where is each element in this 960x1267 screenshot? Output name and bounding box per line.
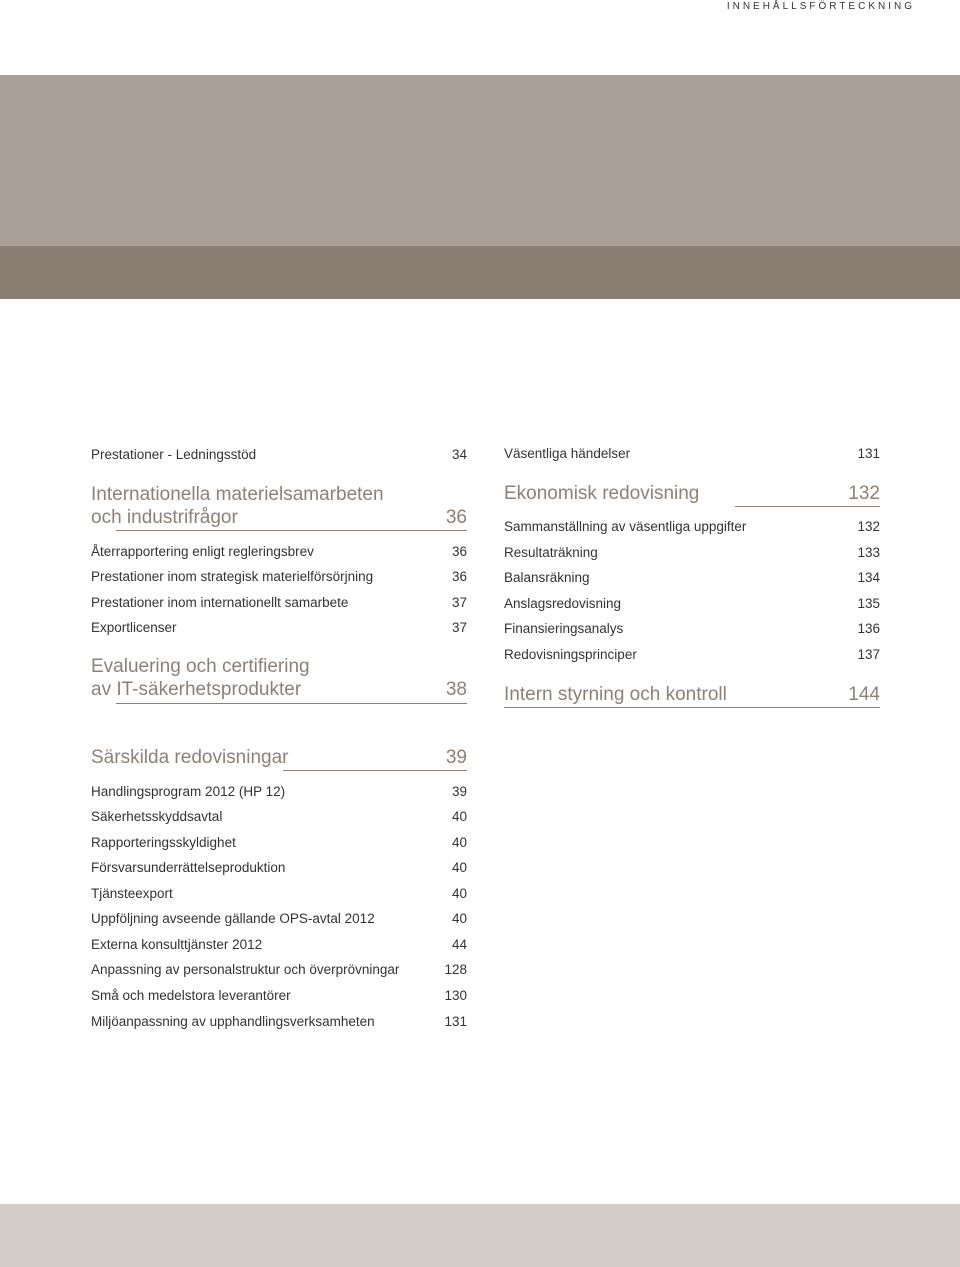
toc-entry[interactable] <box>504 596 880 612</box>
header-label: INNEHÅLLSFÖRTECKNING <box>726 1 915 12</box>
toc-entry[interactable] <box>91 784 467 800</box>
toc-entry-page: 130 <box>444 988 467 1003</box>
toc-entry-label: Återrapportering enligt regleringsbrev <box>91 544 314 559</box>
toc-entry-page: 37 <box>451 595 467 610</box>
toc-section-heading[interactable] <box>91 746 467 769</box>
toc-entry[interactable] <box>504 647 880 663</box>
decorative-band-bottom <box>0 1204 960 1267</box>
toc-entry-page: 34 <box>451 447 467 462</box>
toc-entry-page: 39 <box>451 784 467 799</box>
toc-entry[interactable] <box>91 988 467 1004</box>
toc-entry-label: Redovisningsprinciper <box>504 647 637 662</box>
toc-entry-page: 131 <box>857 446 880 461</box>
toc-entry-label: Handlingsprogram 2012 (HP 12) <box>91 784 286 799</box>
toc-section-heading[interactable] <box>504 683 880 706</box>
toc-entry-label: Anslagsredovisning <box>504 596 622 611</box>
section-divider <box>283 770 467 771</box>
toc-entry-page: 40 <box>451 809 467 824</box>
toc-section-title-line2: av IT-säkerhetsprodukter <box>91 679 302 700</box>
toc-entry-page: 40 <box>451 835 467 850</box>
toc-entry[interactable] <box>91 886 467 902</box>
section-divider <box>735 506 880 507</box>
toc-section-title: Ekonomisk redovisning <box>504 483 700 504</box>
toc-entry[interactable] <box>91 835 467 851</box>
toc-entry-label: Uppföljning avseende gällande OPS-avtal 2012 <box>91 911 375 926</box>
toc-entry[interactable] <box>91 962 467 978</box>
toc-entry-label: Prestationer - Ledningsstöd <box>91 447 257 462</box>
toc-section-heading[interactable] <box>91 655 467 701</box>
toc-entry-page: 131 <box>444 1014 467 1029</box>
toc-entry[interactable] <box>504 545 880 561</box>
toc-entry-label: Balansräkning <box>504 570 590 585</box>
toc-section-heading[interactable] <box>91 483 467 529</box>
toc-entry[interactable] <box>91 569 467 585</box>
toc-entry-page: 132 <box>857 519 880 534</box>
decorative-band-top <box>0 75 960 246</box>
toc-entry-label: Exportlicenser <box>91 620 177 635</box>
toc-entry-page: 36 <box>451 569 467 584</box>
toc-section-title-line2: och industrifrågor <box>91 507 238 528</box>
section-divider <box>116 530 467 531</box>
section-divider <box>504 707 880 708</box>
toc-entry[interactable] <box>91 809 467 825</box>
toc-entry[interactable] <box>91 937 467 953</box>
toc-entry-label: Miljöanpassning av upphandlingsverksamheten <box>91 1014 375 1029</box>
toc-entry[interactable] <box>504 519 880 535</box>
toc-entry-page: 134 <box>857 570 880 585</box>
toc-entry-label: Små och medelstora leverantörer <box>91 988 291 1003</box>
toc-entry-label: Rapporteringsskyldighet <box>91 835 236 850</box>
toc-entry[interactable] <box>91 911 467 927</box>
toc-entry-page: 40 <box>451 911 467 926</box>
toc-section-heading[interactable] <box>504 482 880 505</box>
toc-entry[interactable] <box>91 620 467 636</box>
toc-entry[interactable] <box>91 447 467 463</box>
toc-entry-page: 136 <box>857 621 880 636</box>
toc-entry-label: Prestationer inom internationellt samarbete <box>91 595 349 610</box>
toc-section-page: 132 <box>848 483 880 504</box>
toc-entry[interactable] <box>91 1014 467 1030</box>
toc-entry[interactable] <box>504 621 880 637</box>
toc-entry[interactable] <box>504 570 880 586</box>
toc-entry[interactable] <box>91 595 467 611</box>
toc-entry-page: 40 <box>451 860 467 875</box>
toc-entry[interactable] <box>91 544 467 560</box>
toc-section-page: 38 <box>445 679 467 700</box>
toc-section-title: Särskilda redovisningar <box>91 747 289 768</box>
toc-entry-page: 133 <box>857 545 880 560</box>
toc-entry-page: 40 <box>451 886 467 901</box>
section-divider <box>116 703 467 704</box>
toc-entry-page: 37 <box>451 620 467 635</box>
toc-section-page: 144 <box>848 684 880 705</box>
toc-entry[interactable] <box>91 860 467 876</box>
decorative-band-middle <box>0 246 960 299</box>
toc-entry-label: Resultaträkning <box>504 545 598 560</box>
toc-section-page: 36 <box>445 507 467 528</box>
toc-entry-label: Sammanställning av väsentliga uppgifter <box>504 519 747 534</box>
toc-entry-label: Väsentliga händelser <box>504 446 631 461</box>
toc-entry-label: Anpassning av personalstruktur och överprövningar <box>91 962 400 977</box>
toc-section-page: 39 <box>445 747 467 768</box>
toc-section-title: Intern styrning och kontroll <box>504 684 727 705</box>
toc-entry-page: 128 <box>444 962 467 977</box>
toc-section-title-line1: Evaluering och certifiering <box>91 656 310 677</box>
toc-section-title-line1: Internationella materielsamarbeten <box>91 484 384 505</box>
toc-entry[interactable] <box>504 446 880 462</box>
toc-entry-label: Säkerhetsskyddsavtal <box>91 809 223 824</box>
toc-entry-label: Försvarsunderrättelseproduktion <box>91 860 286 875</box>
toc-entry-page: 44 <box>451 937 467 952</box>
toc-entry-page: 137 <box>857 647 880 662</box>
toc-entry-label: Finansieringsanalys <box>504 621 624 636</box>
toc-entry-page: 135 <box>857 596 880 611</box>
toc-entry-page: 36 <box>451 544 467 559</box>
toc-entry-label: Tjänsteexport <box>91 886 173 901</box>
toc-entry-label: Prestationer inom strategisk materielförsörjning <box>91 569 374 584</box>
toc-entry-label: Externa konsulttjänster 2012 <box>91 937 263 952</box>
